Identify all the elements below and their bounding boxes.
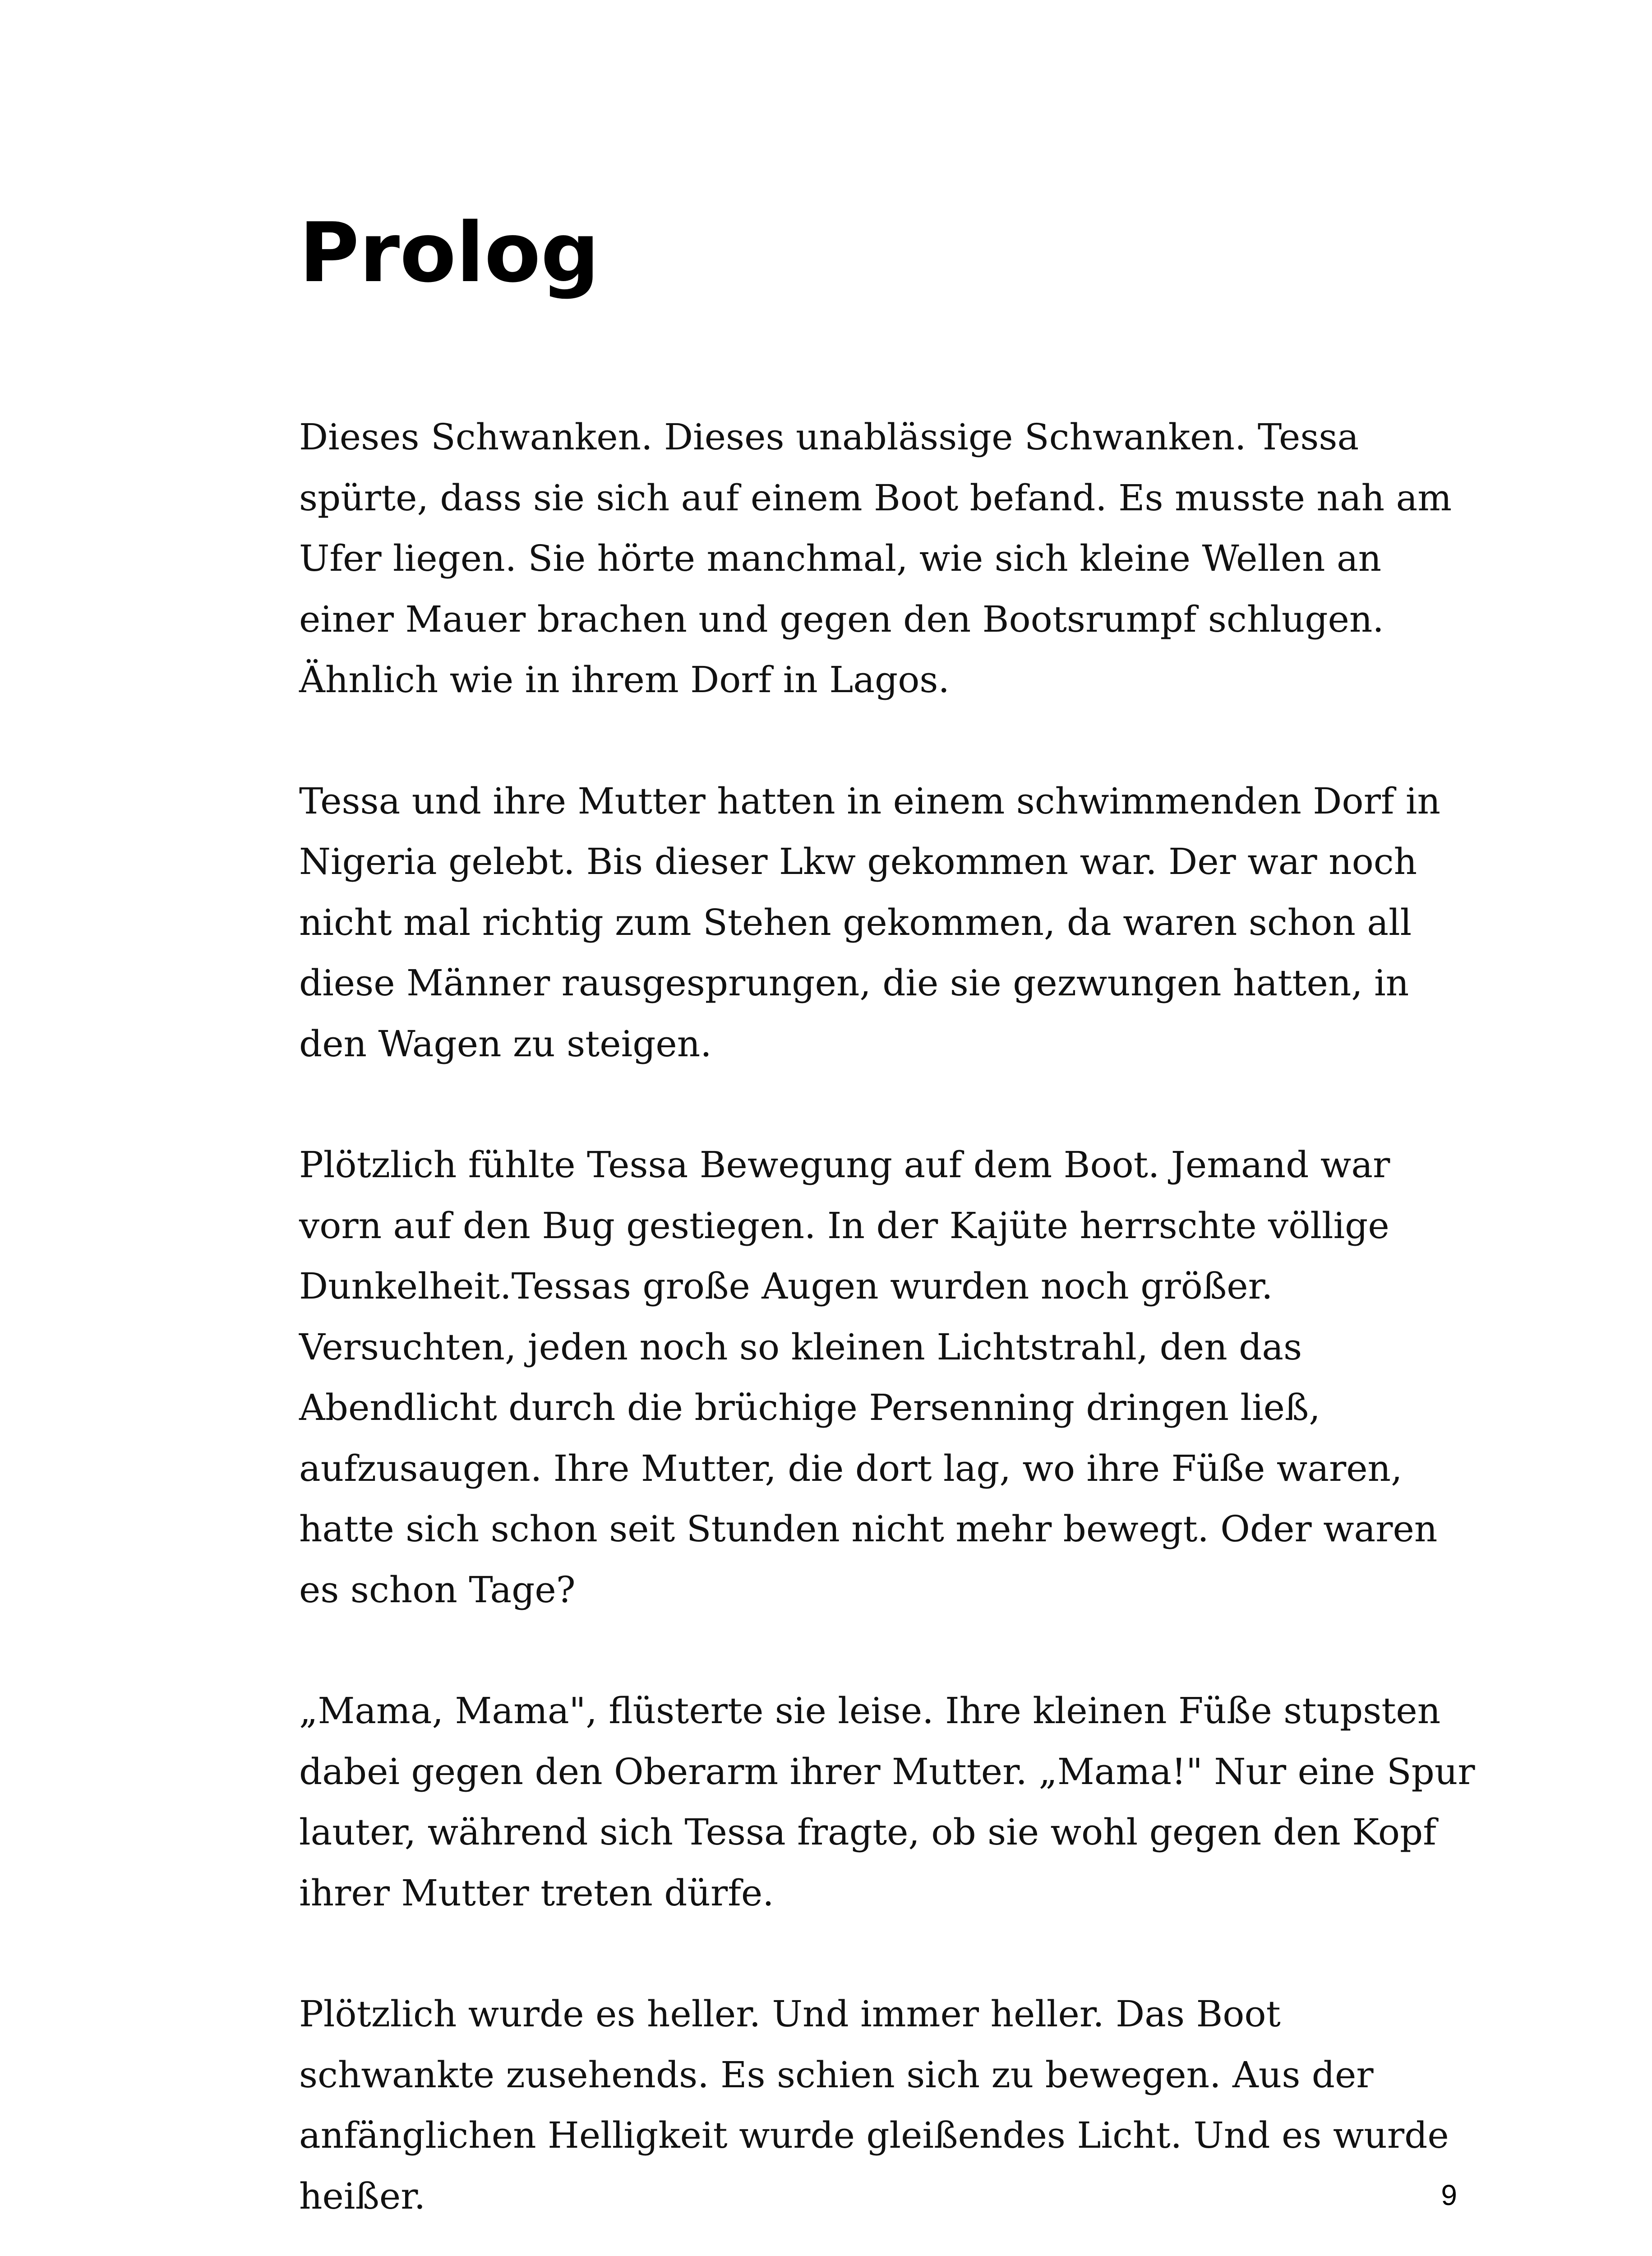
paragraph: Dieses Schwanken. Dieses unablässige Schwanken. Tessa spürte, dass sie sich auf einem Boot befand. Es musste nah am Ufer liegen. Sie hörte manchmal, wie sich kleine Wellen an einer Mauer brachen und gegen den Bootsrumpf schlugen. Ähnlich wie in ihrem Dorf in Lagos. <box>299 416 1452 701</box>
chapter-body <box>299 407 1481 2256</box>
paragraph: Plötzlich wurde es heller. Und immer heller. Das Boot schwankte zusehends. Es schien sich zu bewegen. Aus der anfänglichen Helligkeit wurde gleißendes Licht. Und es wurde heißer. <box>299 1993 1449 2217</box>
paragraph: „Mama, Mama", flüsterte sie leise. Ihre kleinen Füße stupsten dabei gegen den Oberarm ihrer Mutter. „Mama!" Nur eine Spur lauter, während sich Tessa fragte, ob sie wohl gegen den Kopf ihrer Mutter treten dürfe. <box>299 1690 1475 1914</box>
paragraph: Tessa und ihre Mutter hatten in einem schwimmenden Dorf in Nigeria gelebt. Bis dieser Lkw gekommen war. Der war noch nicht mal richtig zum Stehen gekommen, da waren schon all diese Männer rausgesprungen, die sie gezwungen hatten, in den Wagen zu steigen. <box>299 780 1440 1065</box>
paragraph: Plötzlich fühlte Tessa Bewegung auf dem Boot. Jemand war vorn auf den Bug gestiegen. In der Kajüte herrschte völlige Dunkelheit.Tessas große Augen wurden noch größer. Versuchten, jeden noch so kleinen Lichtstrahl, den das Abendlicht durch die brüchige Persenning dringen ließ, aufzusaugen. Ihre Mutter, die dort lag, wo ihre Füße waren, hatte sich schon seit Stunden nicht mehr bewegt. Oder waren es schon Tage? <box>299 1144 1438 1611</box>
page-number: 9 <box>1441 2179 1457 2211</box>
chapter-title: Prolog <box>299 205 600 300</box>
